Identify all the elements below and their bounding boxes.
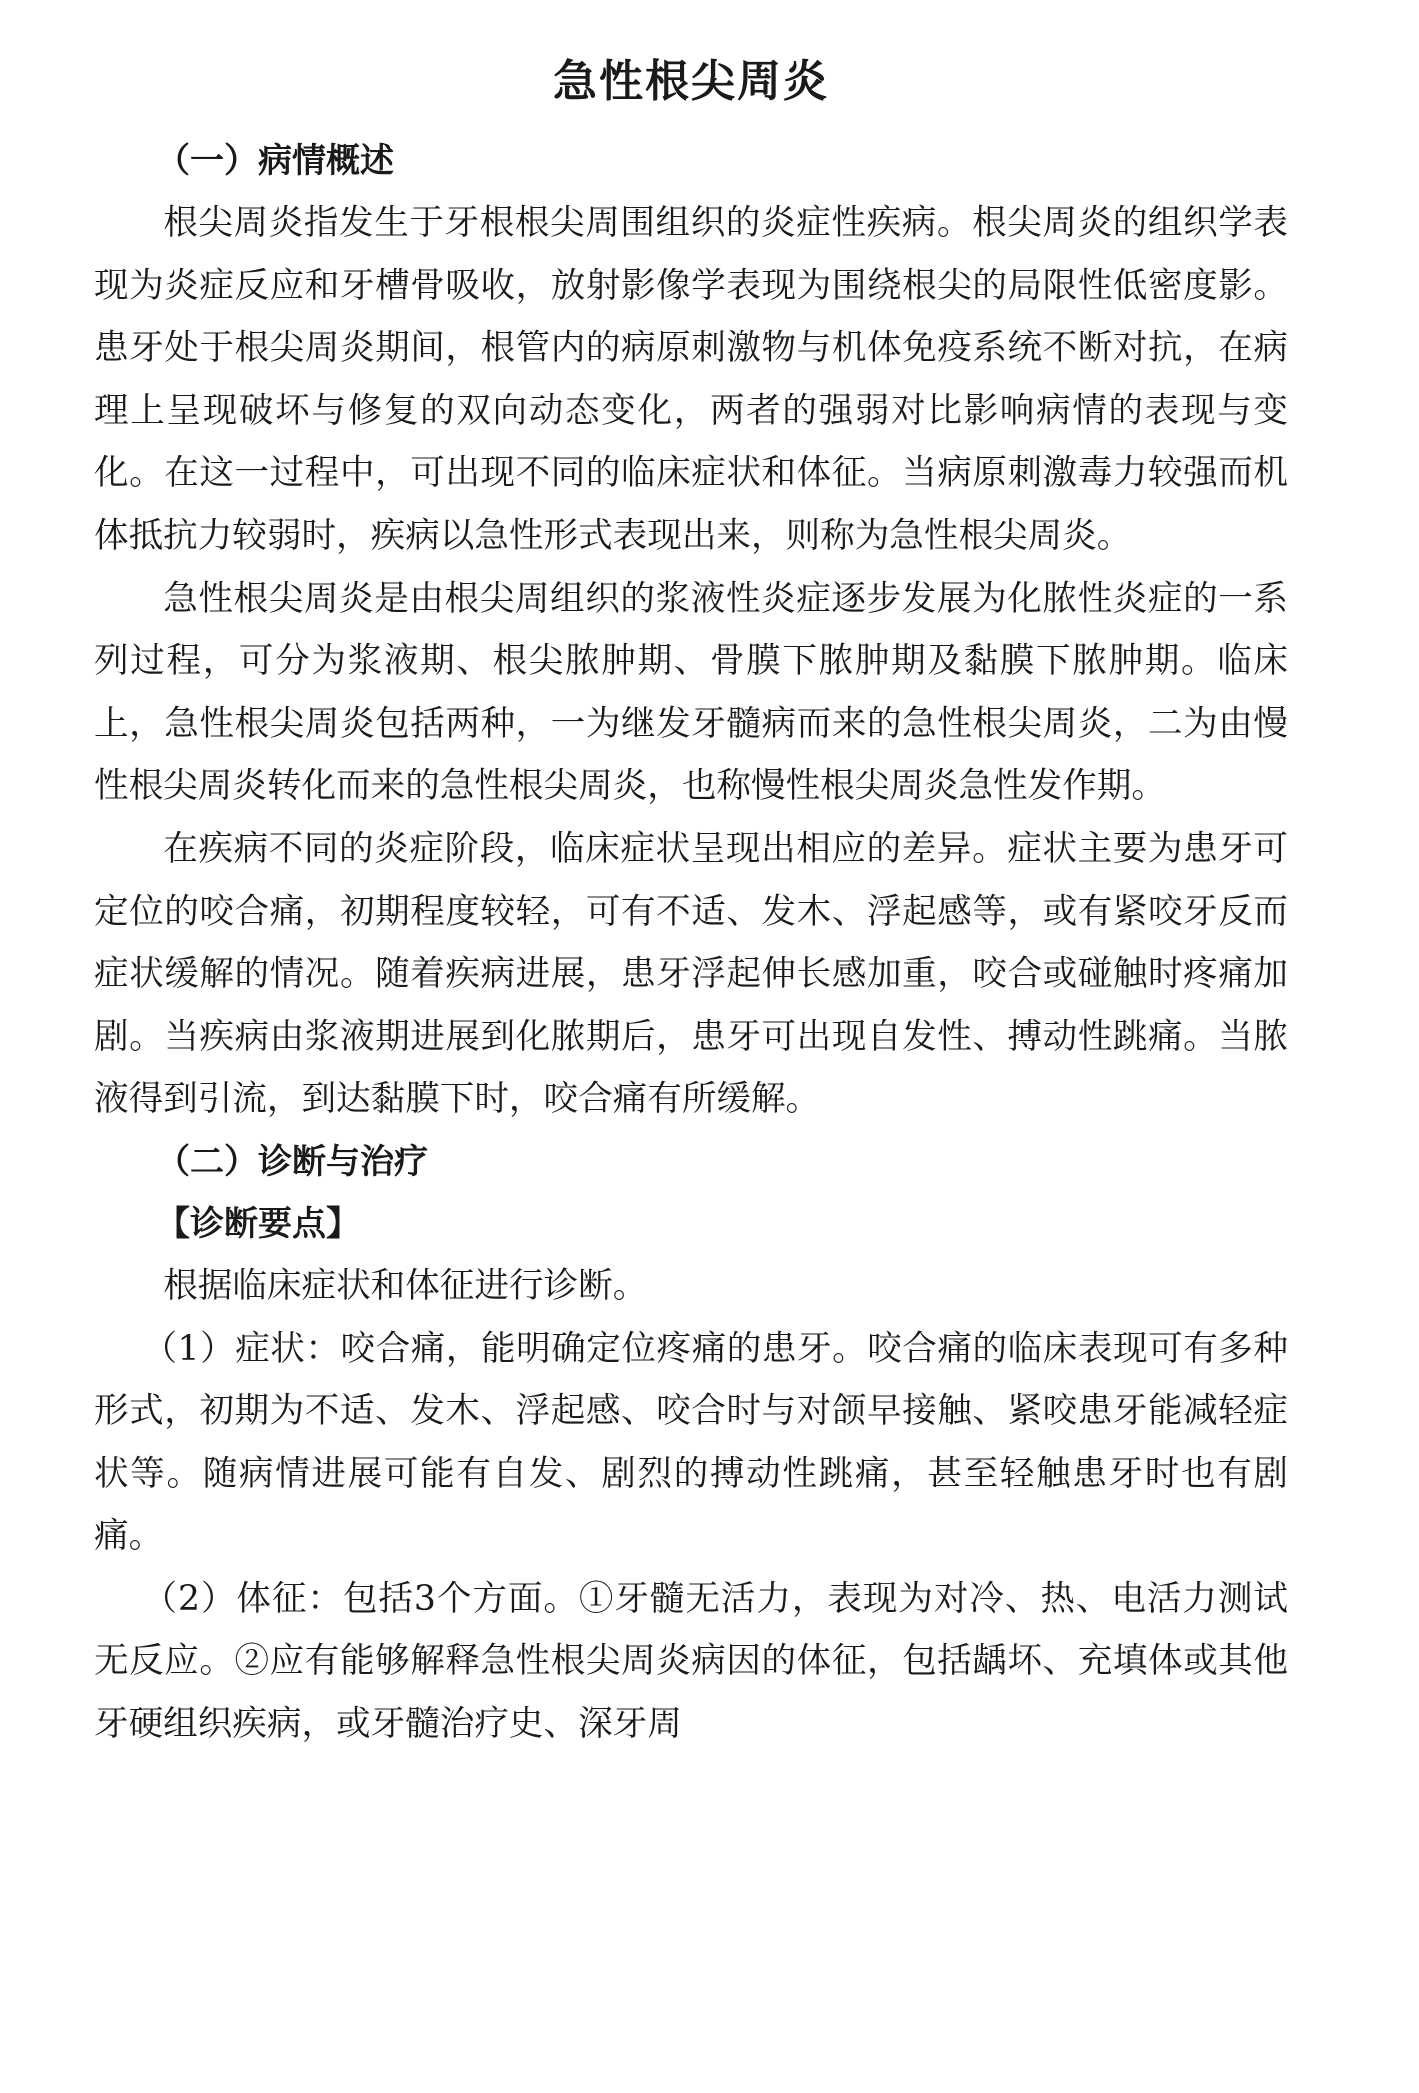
paragraph: 根据临床症状和体征进行诊断。: [163, 1265, 648, 1306]
paragraph: 根尖周炎指发生于牙根根尖周围组织的炎症性疾病。根尖周炎的组织学表现为炎症反应和牙槽骨吸收，放射影像学表现为围绕根尖的局限性低密度影。患牙处于根尖周炎期间，根管内的病原刺激物与机体免疫系统不断对抗，在病理上呈现破坏与修复的双向动态变化，两者的强弱对比影响病情的表现与变化。在这一过程中，可出现不同的临床症状和体征。当病原刺激毒力较强而机体抵抗力较弱时，疾病以急性形式表现出来，则称为急性根尖周炎。: [94, 203, 1288, 556]
list-item-symptoms: （1）症状：咬合痛，能明确定位疼痛的患牙。咬合痛的临床表现可有多种形式，初期为不适、发木、浮起感、咬合时与对颌早接触、紧咬患牙能减轻症状等。随病情进展可能有自发、剧烈的搏动性跳痛，甚至轻触患牙时也有剧痛。: [94, 1328, 1288, 1557]
section-heading-diagnosis-treatment: （二）诊断与治疗: [156, 1141, 428, 1182]
subheading-diagnosis-points: 【诊断要点】: [156, 1203, 360, 1244]
document-page: [94, 50, 1288, 1756]
paragraph: 急性根尖周炎是由根尖周组织的浆液性炎症逐步发展为化脓性炎症的一系列过程，可分为浆液期、根尖脓肿期、骨膜下脓肿期及黏膜下脓肿期。临床上，急性根尖周炎包括两种，一为继发牙髓病而来的急性根尖周炎，二为由慢性根尖周炎转化而来的急性根尖周炎，也称慢性根尖周炎急性发作期。: [94, 578, 1288, 807]
list-item-signs: （2）体征：包括3个方面。①牙髓无活力，表现为对冷、热、电活力测试无反应。②应有能够解释急性根尖周炎病因的体征，包括龋坏、充填体或其他牙硬组织疾病，或牙髓治疗史、深牙周: [94, 1578, 1288, 1745]
paragraph: 在疾病不同的炎症阶段，临床症状呈现出相应的差异。症状主要为患牙可定位的咬合痛，初期程度较轻，可有不适、发木、浮起感等，或有紧咬牙反而症状缓解的情况。随着疾病进展，患牙浮起伸长感加重，咬合或碰触时疼痛加剧。当疾病由浆液期进展到化脓期后，患牙可出现自发性、搏动性跳痛。当脓液得到引流，到达黏膜下时，咬合痛有所缓解。: [94, 828, 1288, 1120]
section-heading-overview: （一）病情概述: [156, 141, 394, 181]
page-title: 急性根尖周炎: [553, 56, 829, 107]
